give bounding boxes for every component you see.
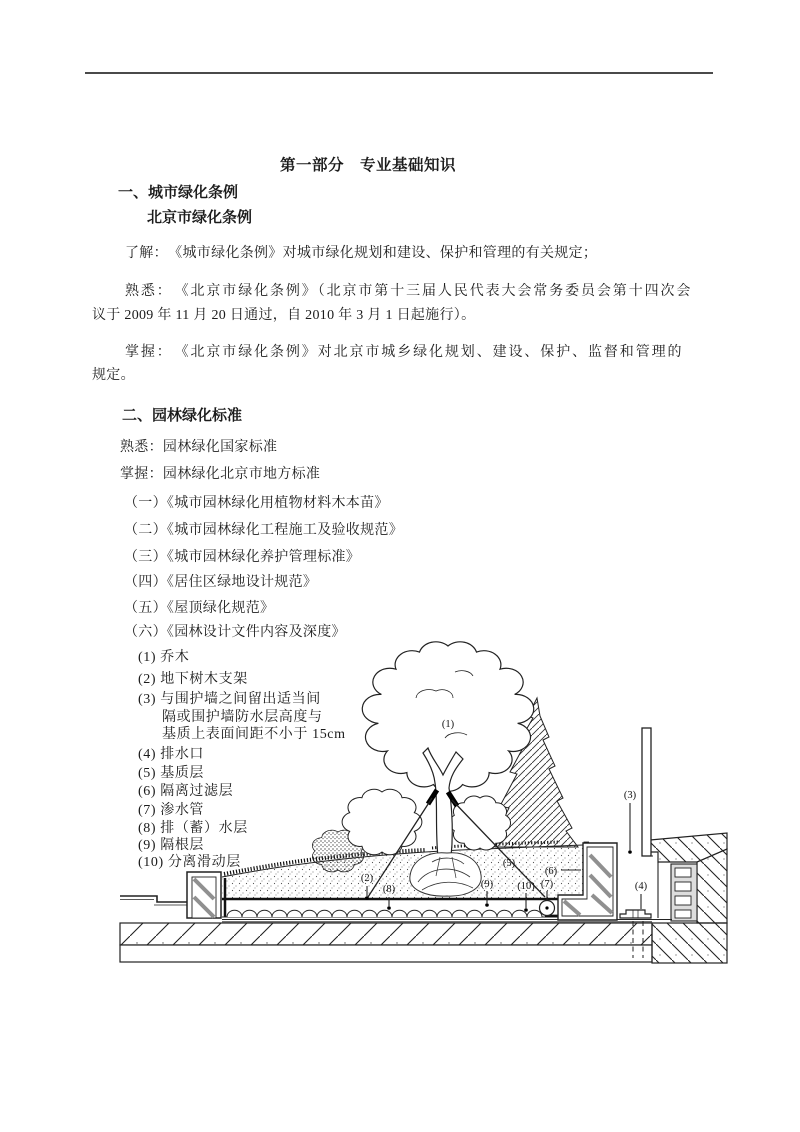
enclosure-wall bbox=[642, 728, 727, 963]
callout-label: (3) bbox=[623, 790, 637, 801]
legend-line: 基质上表面间距不小于 15cm bbox=[162, 727, 346, 742]
paragraph-line: 掌握： 《北京市绿化条例》对北京市城乡绿化规划、建设、保护、监督和管理的 bbox=[125, 345, 684, 360]
callout-label: (4) bbox=[634, 881, 648, 892]
paragraph-line: 熟悉： 《北京市绿化条例》（北京市第十三届人民代表大会常务委员会第十四次会 bbox=[125, 284, 693, 299]
standard-line: 熟悉：园林绿化国家标准 bbox=[120, 440, 278, 455]
legend-line: (7) 渗水管 bbox=[138, 803, 205, 818]
standard-line: （五）《屋顶绿化规范》 bbox=[124, 601, 275, 616]
roof-slab bbox=[120, 923, 652, 962]
standard-line: （三）《城市园林绿化养护管理标准》 bbox=[124, 550, 361, 565]
paragraph-line: 了解： 《城市绿化条例》对城市绿化规划和建设、保护和管理的有关规定； bbox=[125, 246, 598, 261]
callout-label: (8) bbox=[382, 884, 396, 895]
legend-line: 隔或围护墙防水层高度与 bbox=[162, 710, 323, 725]
flashing-pipe bbox=[642, 728, 653, 856]
section1-heading: 一、城市绿化条例 bbox=[118, 185, 239, 201]
standard-line: （一）《城市园林绿化用植物材料木本苗》 bbox=[124, 496, 389, 511]
legend-line: (2) 地下树木支架 bbox=[138, 672, 248, 687]
drain-grate bbox=[671, 864, 697, 921]
standard-line: （四）《居住区绿地设计规范》 bbox=[124, 575, 318, 590]
callout-label: (1) bbox=[441, 719, 455, 730]
section2-heading: 二、园林绿化标准 bbox=[122, 408, 243, 424]
legend-line: (4) 排水口 bbox=[138, 747, 205, 762]
legend-line: (10) 分离滑动层 bbox=[138, 855, 241, 870]
legend-line: (8) 排（蓄）水层 bbox=[138, 821, 248, 836]
legend-line: (3) 与围护墙之间留出适当间 bbox=[138, 692, 321, 707]
standard-line: （六）《园林设计文件内容及深度》 bbox=[124, 625, 346, 640]
page-title: 第一部分 专业基础知识 bbox=[280, 157, 457, 174]
callout-label: (9) bbox=[480, 879, 494, 890]
shrub bbox=[342, 789, 422, 854]
root-ball bbox=[410, 853, 481, 896]
legend-line: (5) 基质层 bbox=[138, 766, 205, 781]
drainage-cups bbox=[227, 910, 542, 917]
standard-line: （二）《城市园林绿化工程施工及验收规范》 bbox=[124, 523, 403, 538]
callout-label: (5) bbox=[502, 858, 516, 869]
paragraph-line: 规定。 bbox=[92, 368, 135, 383]
legend-line: (1) 乔木 bbox=[138, 650, 190, 665]
left-parapet bbox=[120, 872, 221, 918]
legend-line: (6) 隔离过滤层 bbox=[138, 784, 234, 799]
legend-line: (9) 隔根层 bbox=[138, 838, 205, 853]
percolation-pipe bbox=[540, 901, 555, 916]
callout-label: (10) bbox=[517, 881, 535, 892]
paragraph-line: 议于 2009 年 11 月 20 日通过，自 2010 年 3 月 1 日起施行）。 bbox=[92, 308, 476, 323]
callout-label: (7) bbox=[540, 879, 554, 890]
callout-label: (6) bbox=[544, 866, 558, 877]
standard-line: 掌握：园林绿化北京市地方标准 bbox=[120, 467, 321, 482]
callout-label: (2) bbox=[360, 873, 374, 884]
section1-subheading: 北京市绿化条例 bbox=[147, 210, 253, 226]
